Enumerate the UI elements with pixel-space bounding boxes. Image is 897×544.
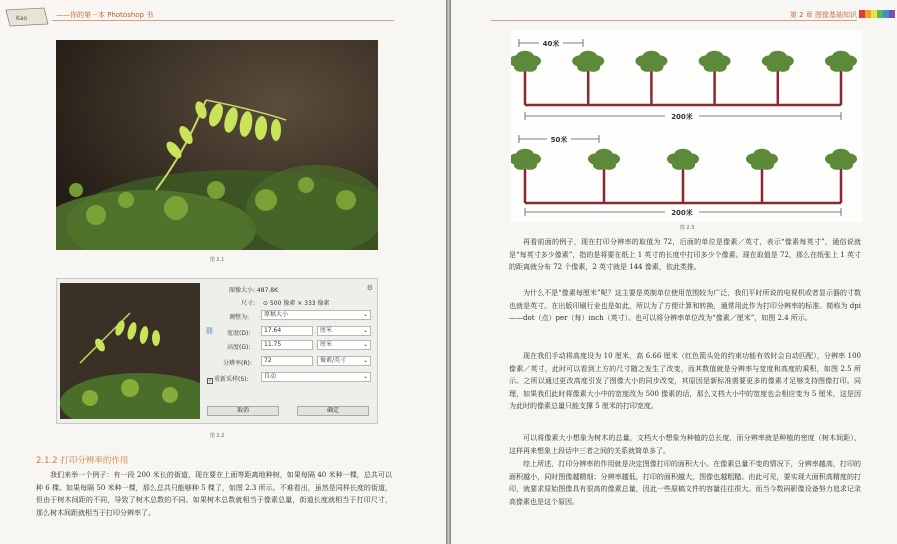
tree-icon [825, 51, 857, 105]
header-rule [52, 20, 394, 21]
body-paragraph-5: 综上所述，打印分辨率的作用就是决定图像打印的面积大小。在像素总量不变的情况下，分辨率越高，打印的面积越小，同时图像越精细；分辨率越低，打印的面积越大，图像也越粗糙。由此可见，要实现大面积高精度的打印，就要求原始图像具有很高的像素总量，因此一些原稿文件的容量往往很大。而当今数码影像设备努力追求记录高像素也是这个原因。 [509, 460, 861, 506]
resolution-unit-value: 像素/英寸 [320, 357, 347, 364]
body-paragraph-3: 现在我们手动将高度设为 10 厘米，高 6.66 厘米（红色箭头处的约束功能有效时会自动匹配），分辨率 100 像素／英寸，此时可以看到上方的尺寸随之发生了改变，而其数值就是分辨率与宽度和高度的乘积，如图 2.5 所示。之所以通过更改高度引发了图像大小的同步改变，其原因是新标准需要更多的像素才足够支持图像打印。同理，如果我们此时将像素大小中的宽度改为 500 像素的话，那么文档大小中的宽度也会相应变为 5 厘米，这是因为此时的像素总量只能支撑 5 厘米的打印宽度。 [509, 352, 861, 411]
resample-value: 自动 [264, 373, 277, 380]
section-title: 2.1.2 打印分辨率的作用 [36, 456, 129, 466]
top-spacing-label: 40米 [542, 40, 560, 48]
ok-button[interactable]: 确定 [297, 406, 369, 416]
tree-icon [572, 51, 604, 105]
tree-spacing-diagram [511, 30, 863, 222]
resample-select[interactable] [261, 372, 371, 382]
resample-checkbox[interactable] [207, 374, 249, 384]
body-paragraph: 我们来举一个例子：有一段 200 米长的街道，现在要在上面等距离地种树，如果每隔 40 米种一棵，总共可以种 6 棵。如果每隔 50 米种一棵，那么总共只能够种 5 棵了，如图 2.3 所示。不难看出，虽然是同样长度的街道，但由于树木间距的不同，导致了树木总数的不同。如果树木总数就相当于像素总量，街道长度就相当于打印尺寸，那么树木间距就相当于打印分辨率了。 [36, 471, 392, 517]
width-unit-select[interactable] [317, 326, 371, 336]
adjust-select-value: 原稿大小 [264, 311, 289, 318]
left-page [0, 0, 446, 544]
running-header: 第 2 章 图像基础知识 [789, 11, 857, 19]
height-unit-select[interactable] [317, 340, 371, 350]
chevron-down-icon: ⌄ [362, 327, 368, 334]
tree-icon [667, 149, 699, 203]
top-length-label: 200米 [671, 113, 693, 121]
image-size-label: 图像大小: 487.8K [229, 287, 279, 294]
running-header: ——你的第一本 Photoshop 书 [56, 11, 154, 19]
bottom-spacing-label: 50米 [550, 136, 568, 144]
adjust-select[interactable] [261, 310, 371, 320]
figure-photo-plant [56, 40, 378, 250]
tree-icon [511, 149, 541, 203]
constrain-link-icon[interactable]: ⛓ [205, 327, 214, 335]
figure-caption-2-1: 图 2.1 [209, 257, 225, 263]
book-logo-text: Kao [16, 15, 28, 22]
height-label: 高度(G): [227, 344, 251, 351]
cancel-button[interactable]: 取消 [207, 406, 279, 416]
chevron-down-icon: ⌄ [362, 373, 368, 380]
figure-caption-2-2: 图 2.2 [209, 433, 225, 439]
resolution-unit-select[interactable] [317, 356, 371, 366]
resolution-label: 分辨率(R): [223, 360, 252, 367]
tree-spacing-svg [511, 30, 863, 222]
dimensions-value [263, 298, 330, 307]
header-rule [491, 20, 857, 21]
height-input[interactable]: 11.75 [261, 340, 313, 350]
dimensions-value-text: 500 像素 × 333 像素 [269, 300, 330, 307]
body-paragraph-4: 可以将像素大小想象为树木的总量，文档大小想象为种植的总长度，而分辨率就是种植的密度（树木间距），这样再来想象上段话中三者之间的关系就简单多了。 [509, 434, 861, 455]
image-size-dialog [56, 278, 378, 424]
figure-caption-2-3: 图 2.3 [679, 225, 695, 231]
height-unit-value: 厘米 [320, 341, 333, 348]
body-paragraph-2: 为什么不是“像素每厘米”呢？这主要是英制单位使用范围较为广泛，我们平时所说的电视机或者显示器的寸数也就是英寸。在出版印刷行业也是如此，所以为了方便计算和转换，通常用此作为打印分辨率的标准。简称为 dpi——dot（点）per（每）inch（英寸）。也可以将分辨率单位改为“像素／厘米”，如图 2.4 所示。 [509, 289, 861, 323]
dimensions-label: 尺寸: [241, 300, 256, 307]
tree-icon [699, 51, 731, 105]
resolution-input[interactable]: 72 [261, 356, 313, 366]
right-page [451, 0, 897, 544]
checkmark-icon: ✓ [208, 378, 213, 384]
width-input[interactable]: 17.64 [261, 326, 313, 336]
width-unit-value: 厘米 [320, 327, 333, 334]
tree-icon [746, 149, 778, 203]
width-label: 宽度(D): [227, 330, 251, 337]
adjust-label: 调整为: [229, 314, 250, 321]
tree-icon [635, 51, 667, 105]
settings-gear-icon[interactable]: ⚙ [366, 284, 373, 292]
chevron-down-icon: ⌄ [362, 311, 368, 318]
body-paragraph-1: 再看前面的例子，现在打印分辨率的取值为 72，后面的单位是像素／英寸，表示“像素每英寸”，通俗说就是“每英寸多少像素”，指的是将要在纸上 1 英寸的长度中打印多少个像素。现在取值是 72，那么在纸张上 1 英寸的距离就分布 72 个像素，2 英寸就是 144 像素，依此类推。 [509, 238, 861, 272]
tree-icon [511, 51, 541, 105]
chevron-down-icon[interactable]: ⊙ [263, 300, 269, 307]
tree-icon [762, 51, 794, 105]
dialog-preview-image [60, 283, 200, 419]
tree-icon [588, 149, 620, 203]
book-logo-icon [4, 6, 50, 28]
resample-label: 重新采样(S): [214, 376, 249, 383]
color-bar-decoration [859, 10, 895, 18]
bottom-length-label: 200米 [671, 209, 693, 217]
chevron-down-icon: ⌄ [362, 341, 368, 348]
tree-icon [825, 149, 857, 203]
chevron-down-icon: ⌄ [362, 357, 368, 364]
